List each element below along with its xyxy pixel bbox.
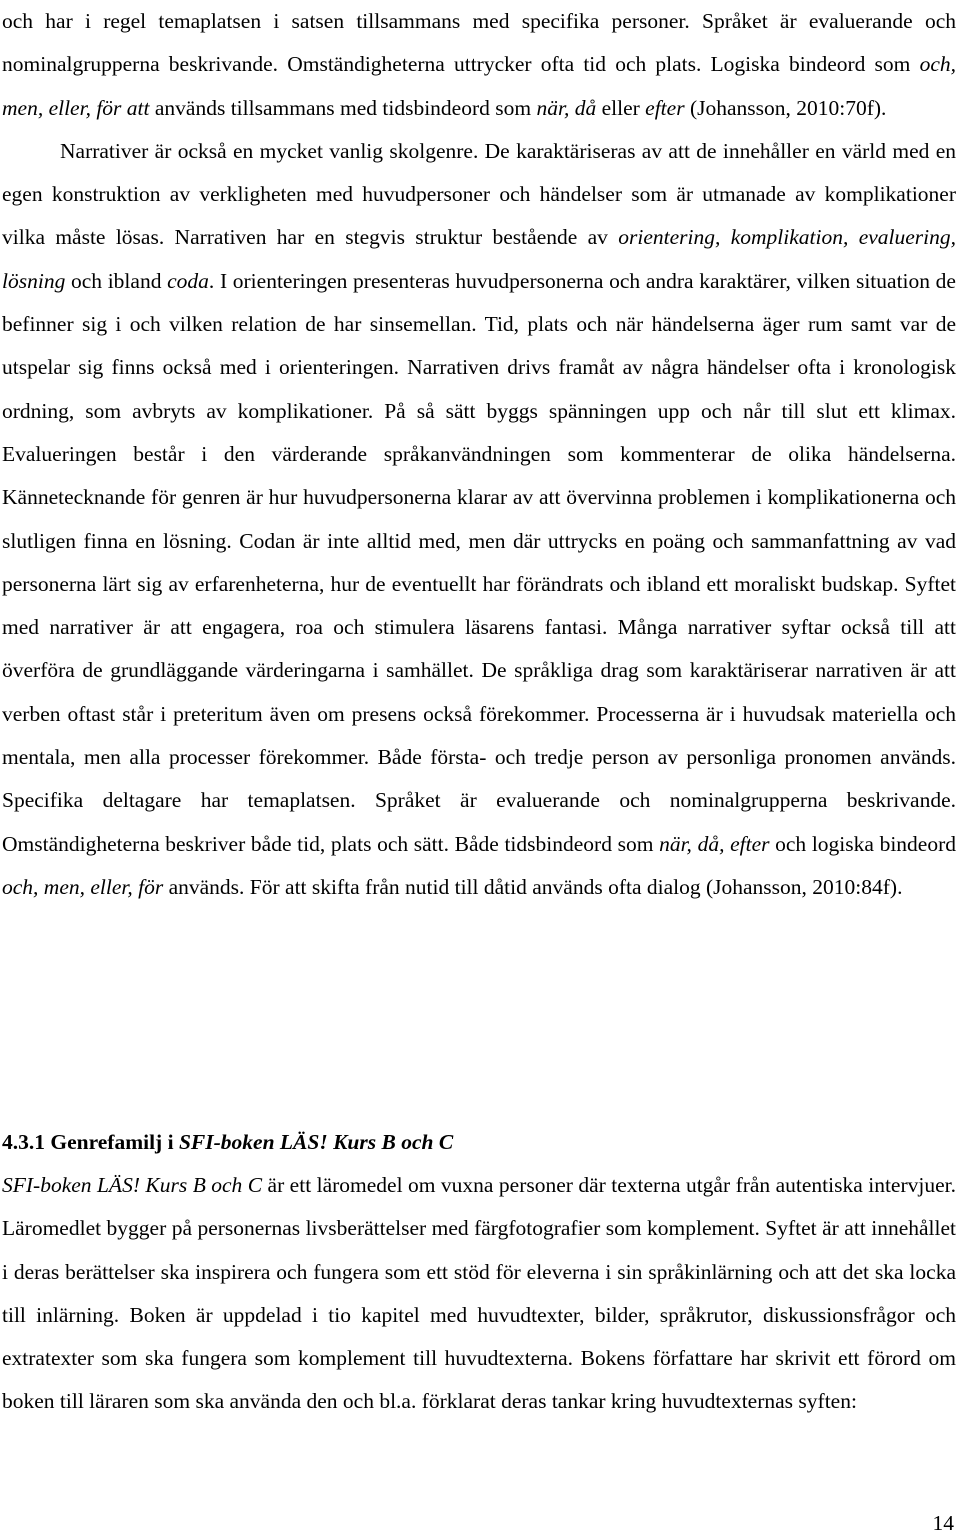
- text-span: används tillsammans med tidsbindeord som: [149, 95, 537, 120]
- section-heading: [2, 1121, 453, 1164]
- paragraph-continuation: [2, 0, 956, 130]
- text-span: och ibland: [65, 268, 168, 293]
- heading-number: 4.3.1 Genrefamilj i: [2, 1130, 179, 1154]
- text-span: eller: [596, 95, 646, 120]
- italic-span: orientering, komplikation, evaluering, lösning: [2, 225, 957, 293]
- text-span: (Johansson, 2010:70f).: [684, 95, 887, 120]
- heading-title: SFI-boken LÄS! Kurs B och C: [178, 1130, 454, 1154]
- italic-span: när, då: [536, 95, 597, 120]
- italic-span: coda: [167, 268, 209, 293]
- italic-span: och, men, eller, för: [2, 874, 164, 899]
- italic-span: och, men, eller, för att: [2, 52, 956, 120]
- text-span: . I orienteringen presenteras huvudpersonerna och andra karaktärer, vilken situation de befinner sig i och vilken relation de har sinsemellan. Tid, plats och när händelserna äger rum samt var de utspelar sig finns också med i orienteringen. Narrativen drivs framåt av några händelser ofta i kronologisk ordning, som avbryts av komplikationer. På så sätt byggs spänningen upp och når till slut ett klimax. Evalueringen består i den värderande språkanvändningen som kommenterar de olika händelserna. Kännetecknande för genren är hur huvudpersonerna klarar av att övervinna problemen i komplikationerna och slutligen finna en lösning. Codan är inte alltid med, men där uttrycks en poäng och sammanfattning av vad personerna lärt sig av erfarenheterna, hur de eventuellt har förändrats och ibland ett moraliskt budskap. Syftet med narrativer är att engagera, roa och stimulera läsarens fantasi. Många narrativer syftar också till att överföra de grundläggande värderingarna i samhället. De språkliga drag som karaktäriserar narrativen är att verben oftast står i preteritum även om presens också förekommer. Processerna är i huvudsak materiella och mentala, men alla processer förekommer. Både första- och tredje person av personliga pronomen används. Specifika deltagare har temaplatsen. Språket är evaluerande och nominalgrupperna beskrivande. Omständigheterna beskriver både tid, plats och sätt. Både tidsbindeord som: [2, 268, 956, 856]
- paragraph-sfi-book: [2, 1164, 956, 1424]
- text-span: och har i regel temaplatsen i satsen tillsammans med specifika personer. Språket är evaluerande och nominalgrupperna beskrivande. Omständigheterna uttrycker ofta tid och plats. Logiska bindeord som: [2, 9, 956, 77]
- page-number: 14: [932, 1511, 954, 1535]
- italic-span: SFI-boken LÄS! Kurs B och C: [2, 1173, 263, 1197]
- body-text: [2, 0, 956, 909]
- text-span: Narrativer är också en mycket vanlig skolgenre. De karaktäriseras av att de innehåller en värld med en egen konstruktion av verkligheten med huvudpersoner och händelser som är utmanade av komplikationer vilka måste lösas. Narrativen har en stegvis struktur bestående av: [2, 138, 956, 250]
- paragraph-narratives: [2, 130, 956, 909]
- text-span: är ett läromedel om vuxna personer där texterna utgår från autentiska intervjuer. Läromedlet bygger på personernas livsberättelser med färgfotografier som komplement. Syftet är att innehållet i deras berättelser ska inspirera och fungera som ett stöd för eleverna i sin språkinlärning och att det ska locka till inlärning. Boken är uppdelad i tio kapitel med huvudtexter, bilder, språkrutor, diskussionsfrågor och extratexter som ska fungera som komplement till huvudtexterna. Bokens författare har skrivit ett förord om boken till läraren som ska använda den och bl.a. förklarat deras tankar kring huvudtexternas syften:: [2, 1173, 956, 1414]
- text-span: och logiska bindeord: [769, 831, 956, 856]
- text-span: används. För att skifta från nutid till dåtid används ofta dialog (Johansson, 2010:84f).: [163, 874, 903, 899]
- italic-span: när, då, efter: [659, 831, 770, 856]
- italic-span: efter: [645, 95, 685, 120]
